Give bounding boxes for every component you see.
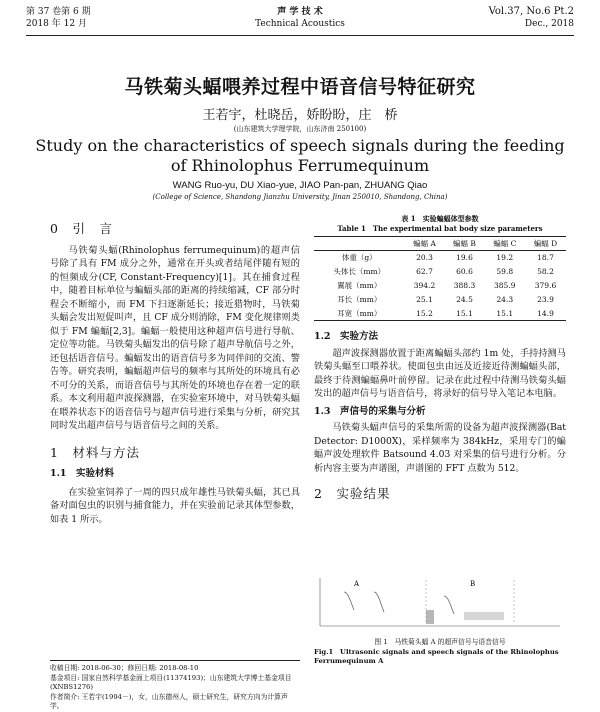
table-cell: 15.1 xyxy=(444,307,484,321)
table-header-cell: 蝙蝠 D xyxy=(525,237,566,251)
section-1-1-text: 在实验室饲养了一周的四只成年雄性马铁菊头蝠，其已具备对面包虫的识别与捕食能力，并在实验前记录其体型参数，如表 1 所示。 xyxy=(50,486,300,525)
table-cell: 379.6 xyxy=(534,281,557,290)
figure-label-b: B xyxy=(470,580,476,588)
table-header-cell: 蝙蝠 B xyxy=(444,237,484,251)
table-cell: 耳宽（mm） xyxy=(314,307,405,321)
section-1-2-heading: 1.2 实验方法 xyxy=(314,331,379,342)
journal-en: Technical Acoustics xyxy=(255,19,345,29)
date-en: Dec., 2018 xyxy=(524,19,574,29)
table-cell: 19.6 xyxy=(456,253,473,263)
table-cell: 23.9 xyxy=(537,295,554,304)
section-1-heading: 1 材料与方法 xyxy=(50,444,140,460)
footnote-fund: 基金项目: 国家自然科学基金面上项目(11374193)；山东建筑大学博士基金项目(XNBS1276) xyxy=(50,673,292,691)
table-cell: 62.7 xyxy=(416,267,433,276)
left-column xyxy=(50,222,300,526)
table-row xyxy=(314,279,566,293)
table-cell: 59.8 xyxy=(496,267,514,276)
section-0-text: 马铁菊头蝠(Rhinolophus ferrumequinum)的超声信号除了具有 FM 成分之外，通常在开头或者结尾伴随有短的的恒频成分(CF, Constant-Frequency)[1]。其在捕食过程中，随着目标单位与蝙蝠头部的距离的持续缩减，CF 部分时程会不断缩小，而 FM 下扫逐渐延长；接近猎物时，马铁菊头蝠会发出短促叫声，且 CF 成分则消除，FM 变化规律则类似于 FM 蝙蝠[2,3]。蝙蝠一般使用这种超声信号进行导航、定位等功能。马铁菊头蝠发出的信号除了超声导航信号之外，还包括语音信号。蝙蝠发出的语音信号多为同伴间的交流、警告等。研究表明，蝙蝠超声信号的频率与其所处的环境具有必不可分的关系，而语音信号与其所处的环境也存在着一定的联系。本文利用超声波探测器，在实验室环境中，对马铁菊头蝠在喂养状态下的语音信号与超声信号进行采集与分析，研究其同时发出超声信号与语音信号之间的关系。 xyxy=(50,244,300,431)
table-1-caption-en: Table 1 The experimental bat body size parameters xyxy=(337,224,543,233)
table-cell: 24.3 xyxy=(496,295,514,304)
speech-signal-band xyxy=(464,612,504,620)
table-cell: 19.2 xyxy=(496,253,514,263)
figure-caption-en: Fig.1 Ultrasonic signals and speech signals of the Rhinolophus Ferrumequinum A xyxy=(314,647,559,665)
table-cell: 耳长（mm） xyxy=(337,295,382,304)
journal-cn: 声 学 技 术 xyxy=(277,7,323,17)
section-1-1-heading: 1.1 实验材料 xyxy=(50,468,115,479)
title-cn: 马铁菊头蝠喂养过程中语音信号特征研究 xyxy=(124,76,476,98)
volume-en: Vol.37, No.6 Pt.2 xyxy=(488,6,574,17)
table-cell: 翼展（mm） xyxy=(337,281,382,290)
table-cell: 60.6 xyxy=(456,267,473,276)
table-cell: 20.3 xyxy=(416,253,433,263)
figure-1-caption xyxy=(314,638,566,667)
table-cell: 14.9 xyxy=(525,307,566,321)
section-2-heading: 2 实验结果 xyxy=(314,486,391,501)
figure-background xyxy=(314,570,566,632)
running-header xyxy=(26,6,574,34)
figure-caption-cn: 图 1 马铁菊头蝠 A 的超声信号与语音信号 xyxy=(374,638,506,646)
authors-cn: 王若宇，杜晓岳，娇盼盼，庄 桥 xyxy=(202,108,398,123)
date-cn: 2018 年 12 月 xyxy=(26,19,87,29)
figure-label-a: A xyxy=(354,580,360,588)
affiliation-en: (College of Science, Shandong Jianzhu University, Jinan 250010, Shandong, China) xyxy=(152,193,448,201)
footnote xyxy=(50,660,300,712)
section-1-2-text: 超声波探测器放置于距离蝙蝠头部约 1m 处，手持持测马铁菊头蝠至口喂养状。使面包虫由远及近接近待测蝙蝠头部，最终于待测蝙蝠鼻叶前停留。记录在此过程中待测马铁菊头蝠发出的超声信号与语音信号，将录好的信号导入笔记本电脑。 xyxy=(314,347,566,399)
table-row xyxy=(314,293,566,307)
title-en-line2: of Rhinolophus Ferrumequinum xyxy=(170,156,430,175)
right-column xyxy=(314,330,566,501)
table-header-row xyxy=(314,237,566,251)
table-row xyxy=(314,251,566,265)
table-row xyxy=(314,307,566,321)
section-1-3-heading: 1.3 声信号的采集与分析 xyxy=(314,405,426,417)
footnote-dates: 收稿日期: 2018-06-30；修回日期: 2018-08-10 xyxy=(50,664,199,672)
table-cell: 15.2 xyxy=(405,307,445,321)
table-row xyxy=(314,265,566,279)
authors-en: WANG Ruo-yu, DU Xiao-yue, JIAO Pan-pan, ZHUANG Qiao xyxy=(172,180,428,191)
table-cell: 头体长（mm） xyxy=(333,267,386,276)
table-cell: 394.2 xyxy=(413,281,436,290)
table-cell: 18.7 xyxy=(537,253,554,263)
table-cell: 25.1 xyxy=(416,295,433,304)
table-header-cell xyxy=(314,237,405,251)
table-cell: 385.9 xyxy=(494,281,516,290)
table-header-cell: 蝙蝠 A xyxy=(405,237,445,251)
table-cell: 388.3 xyxy=(453,281,476,290)
table-cell: 58.2 xyxy=(537,267,554,276)
table-cell: 体重（g） xyxy=(341,253,377,263)
volume-cn: 第 37 卷第 6 期 xyxy=(26,7,91,17)
header-rule xyxy=(26,35,574,36)
table-header-cell: 蝙蝠 C xyxy=(485,237,525,251)
table-1 xyxy=(314,236,566,321)
section-0-heading: 0 引 言 xyxy=(50,221,113,236)
title-en-line1: Study on the characteristics of speech signals during the feeding xyxy=(35,136,565,155)
affiliation-cn: (山东建筑大学理学院，山东济南 250100) xyxy=(233,125,367,133)
table-cell: 24.5 xyxy=(456,295,473,304)
speech-signal-burst xyxy=(426,610,434,624)
title-en xyxy=(0,136,600,176)
footnote-author: 作者简介: 王若宇(1994－)，女，山东德州人，硕士研究生，研究方向为计算声学。 xyxy=(50,692,288,710)
table-cell: 15.1 xyxy=(485,307,525,321)
table-1-caption-cn: 表 1 实验蝙蝠体型参数 xyxy=(401,214,479,223)
figure-1-spectrogram xyxy=(314,570,566,632)
section-1-3-text: 马铁菊头蝠声信号的采集所需的设备为超声波探测器(Bat Detector: D1000X)，采样频率为 384kHz，采用专门的蝙蝠声波处理软件 Batsound 4.03 对采集的信号进行分析。分析内容主要为声谱图，声谱图的 FFT 点数为 512。 xyxy=(314,422,566,474)
header-right xyxy=(489,6,574,30)
